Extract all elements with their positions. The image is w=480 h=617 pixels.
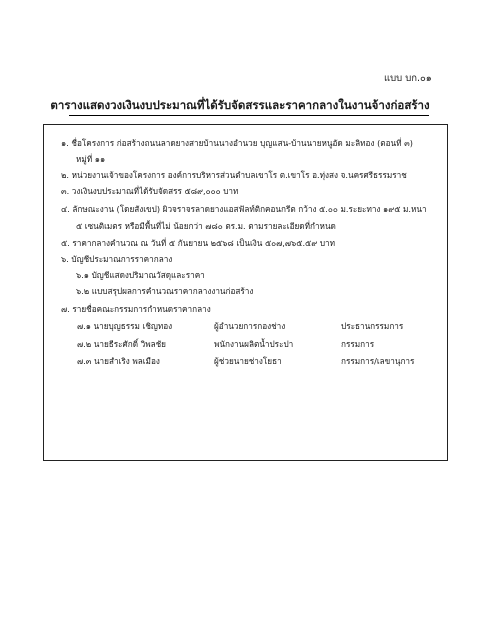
item-2-owner-agency: ๒. หน่วยงานเจ้าของโครงการ องค์การบริหารส่วนตำบลเขาโร ต.เขาโร อ.ทุ่งสง จ.นครศรีธรรมราช [61,170,407,180]
committee-position: ผู้ช่วยนายช่างโยธา [214,356,282,366]
item-4-work-description-cont: ๕ เซนติเมตร หรือมีพื้นที่ไม่ น้อยกว่า ๗๘๐ ตร.ม. ตามรายละเอียดที่กำหนด [76,221,336,231]
item-7-committee: ๗. รายชื่อคณะกรรมการกำหนดราคากลาง [61,304,211,314]
committee-position: ผู้อำนวยการกองช่าง [214,321,286,331]
item-3-budget: ๓. วงเงินงบประมาณที่ได้รับจัดสรร ๕๘๙,๐๐๐ บาท [61,186,239,196]
committee-name: ๗.๑ นายบุญธรรม เชิญทอง [77,321,173,331]
item-1-project-name: ๑. ชื่อโครงการ ก่อสร้างถนนลาดยางสายบ้านนางอำนวย บุญแสน-บ้านนายหนูอัด มะลิทอง (ตอนที่ ๓) [61,138,413,148]
title-underline [69,115,429,116]
page-title: ตารางแสดงวงเงินงบประมาณที่ได้รับจัดสรรและราคากลางในงานจ้างก่อสร้าง [50,98,430,112]
form-code: แบบ บก.๐๑ [384,73,432,84]
item-4-work-description: ๔. ลักษณะงาน (โดยสังเขป) ผิวจราจรลาดยางแอสฟัลท์ติกคอนกรีต กว้าง ๕.๐๐ ม.ระยะทาง ๑๙๕ ม.หนา [61,204,427,214]
item-6-1-materials: ๖.๑ บัญชีแสดงปริมาณวัสดุและราคา [76,270,205,280]
item-5-median-price: ๕. ราคากลางคำนวณ ณ วันที่ ๕ กันยายน ๒๕๖๘ เป็นเงิน ๕๐๗,๗๖๕.๕๙ บาท [61,238,336,248]
item-1-village: หมู่ที่ ๑๑ [76,154,106,164]
committee-name: ๗.๓ นายสำเริง พลเมือง [77,356,160,366]
item-6-2-summary: ๖.๒ แบบสรุปผลการคำนวณราคากลางงานก่อสร้าง [76,286,254,296]
item-6-estimate-list: ๖. บัญชีประมาณการราคากลาง [61,254,173,264]
committee-position: พนักงานผลิตน้ำประปา [214,339,294,349]
details-box [43,124,448,461]
committee-role: กรรมการ [341,339,375,349]
committee-role: ประธานกรรมการ [341,321,404,331]
committee-role: กรรมการ/เลขานุการ [341,356,415,366]
committee-name: ๗.๒ นายธีระศักดิ์ วิพลชัย [77,339,166,349]
